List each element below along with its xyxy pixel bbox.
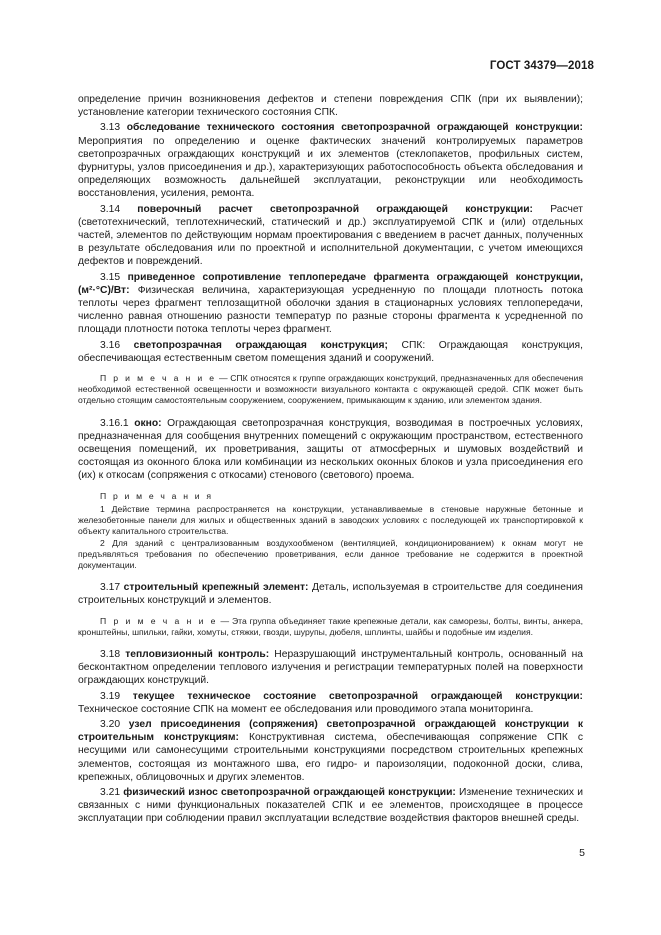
term-title: окно: <box>134 417 162 429</box>
note-text: — Эта группа объединяет такие крепежные детали, как саморезы, болты, винты, анкера, кронштейны, шпильки, гайки, хомуты, стяжки, гвозди, шурупы, дюбеля, шплинты, шайбы и подобные им изделия. <box>78 615 583 637</box>
term-title: текущее техническое состояние светопрозрачной ограждающей конструкции: <box>132 690 583 702</box>
term-3-18: 3.18 тепловизионный контроль: Неразрушающий инструментальный контроль, основанный на бесконтактном определении теплового излучения и регистрации температурных полей на поверхности ограждающих конструкций. <box>78 648 583 687</box>
paragraph-continuation: определение причин возникновения дефектов и степени повреждения СПК (при их выявлении); установление категории технического состояния СПК. <box>78 94 583 119</box>
notes-label: П р и м е ч а н и я <box>100 490 214 501</box>
note-item: 2 Для зданий с централизованным воздухообменом (вентиляцией, кондиционированием) к окнам могут не предъявляться требования по обеспечению проветривания, если данное требование не содержится в проектной документации. <box>78 537 583 570</box>
term-title: поверочный расчет светопрозрачной ограждающей конструкции: <box>137 203 533 215</box>
term-definition: Конструктивная система, обеспечивающая сопряжение СПК с несущими или самонесущими строительными конструкциями посредством строительных крепежных элементов, состоящая из монтажного шва, его гидро- и пароизоляции, подоконной доски, слива, крепежных, облицовочных и других элементов. <box>78 732 583 783</box>
term-3-20: 3.20 узел присоединения (сопряжения) светопрозрачной ограждающей конструкции к строительным конструкциям: Конструктивная система, обеспечивающая сопряжение СПК с несущими или самонесущими строительными конструкциями посредством строительных крепежных элементов, состоящая из монтажного шва, его гидро- и пароизоляции, подоконной доски, слива, крепежных, облицовочных и других элементов. <box>78 718 583 783</box>
term-definition: Ограждающая светопрозрачная конструкция, возводимая в построечных условиях, предназначенная для сообщения внутренних помещений с окружающим пространством, естественного освещения помещений, их проветривания, защиты от атмосферных и шумовых воздействий и состоящая из оконного блока или комбинации из нескольких оконных блоков и узла присоединения его (их) к откосам (сопряжения с откосами) стенового (светового) проема. <box>78 417 583 482</box>
term-definition: Неразрушающий инструментальный контроль, основанный на бесконтактном определении теплового излучения и регистрации температурных полей на поверхности ограждающих конструкций. <box>78 648 583 687</box>
term-3-16-1: 3.16.1 окно: Ограждающая светопрозрачная конструкция, возводимая в построечных условиях, предназначенная для сообщения внутренних помещений с окружающим пространством, естественного освещения помещений, их проветривания, защиты от атмосферных и шумовых воздействий и состоящая из оконного блока или комбинации из нескольких оконных блоков и узла присоединения его (их) к откосам (сопряжения с откосами) стенового (светового) проема. <box>78 417 583 482</box>
document-body <box>78 93 583 828</box>
term-title: узел присоединения (сопряжения) светопрозрачной ограждающей конструкции к строительным конструкциям: <box>78 718 583 744</box>
term-title: приведенное сопротивление теплопередаче фрагмента ограждающей конструкции, (м²·°С)/Вт: <box>78 271 583 296</box>
document-code: ГОСТ 34379—2018 <box>489 60 594 72</box>
term-title: светопрозрачная ограждающая конструкция; <box>133 339 388 351</box>
term-3-13: 3.13 обследование технического состояния светопрозрачной ограждающей конструкции: Мероприятия по определению и оценке фактических значений контролируемых параметров светопрозрачных ограждающих конструкций и их элементов (стеклопакетов, профильных систем, фурнитуры, узлов присоединения и др.), характеризующих работоспособность объекта обследования и определяющих возможность дальнейшей эксплуатации, реконструкции или необходимость восстановления, усиления, ремонта. <box>78 122 583 200</box>
term-definition: Физическая величина, характеризующая усредненную по площади плотность потока теплоты через фрагмент теплозащитной оболочки здания в стационарных условиях теплопередачи, численно равная отношению разности температур по разные стороны фрагмента к усредненной по площади плотности потока теплоты через фрагмент. <box>78 284 583 336</box>
term-3-16: 3.16 светопрозрачная ограждающая конструкция; СПК: Ограждающая конструкция, обеспечивающая естественным светом помещения зданий и сооружений. <box>78 339 583 364</box>
term-3-14: 3.14 поверочный расчет светопрозрачной ограждающей конструкции: Расчет (светотехнический, теплотехнический, статический и др.) эксплуатируемой СПК и (или) отдельных частей, элементов по действующим нормам проектирования с введением в расчет данных, полученных в результате обследования или по проектной и исполнительной документации, с учетом имеющихся дефектов и повреждений. <box>78 203 583 268</box>
term-definition: СПК: Ограждающая конструкция, обеспечивающая естественным светом помещения зданий и сооружений. <box>78 339 583 364</box>
term-definition: Техническое состояние СПК на момент ее обследования или проводимого этапа мониторинга. <box>78 703 534 715</box>
term-title: обследование технического состояния светопрозрачной ограждающей конструкции: <box>126 122 583 134</box>
term-definition: Изменение технических и связанных с ними функциональных показателей СПК и ее элементов, происходящее в процессе эксплуатации при соблюдении правил эксплуатации вследствие воздействия факторов внешней среды. <box>78 786 583 825</box>
term-definition: Деталь, используемая в строительстве для соединения строительных конструкций и элементов. <box>78 582 583 607</box>
note-3-17 <box>78 616 583 638</box>
term-3-17: 3.17 строительный крепежный элемент: Деталь, используемая в строительстве для соединения строительных конструкций и элементов. <box>78 582 583 607</box>
term-definition: Расчет (светотехнический, теплотехнический, статический и др.) эксплуатируемой СПК и (или) отдельных частей, элементов по действующим нормам проектирования с введением в расчет данных, полученных в результате обследования или по проектной и исполнительной документации, с учетом имеющихся дефектов и повреждений. <box>78 203 583 268</box>
term-3-19: 3.19 текущее техническое состояние светопрозрачной ограждающей конструкции: Техническое состояние СПК на момент ее обследования или проводимого этапа мониторинга. <box>78 690 583 715</box>
note-text: — СПК относятся к группе ограждающих конструкций, предназначенных для обеспечения необходимой естественной освещенности и возможности визуального контакта с окружающей средой. СПК может быть отдельно стоящим самостоятельным сооружением, сооружением, примыкающим к зданию, или элементом здания. <box>78 373 583 406</box>
note-label: П р и м е ч а н и е <box>100 373 217 384</box>
term-3-21: 3.21 физический износ светопрозрачной ограждающей конструкции: Изменение технических и связанных с ними функциональных показателей СПК и ее элементов, происходящее в процессе эксплуатации при соблюдении правил эксплуатации вследствие воздействия факторов внешней среды. <box>78 786 583 825</box>
page-number: 5 <box>579 847 585 859</box>
term-3-15: 3.15 приведенное сопротивление теплопередаче фрагмента ограждающей конструкции, (м²·°С)/Вт: Физическая величина, характеризующая усредненную по площади плотность потока теплоты через фрагмент теплозащитной оболочки здания в стационарных условиях теплопередачи, численно равная отношению разности температур по разные стороны фрагмента к усредненной по площади плотности потока теплоты через фрагмент. <box>78 271 583 336</box>
note-item: 1 Действие термина распространяется на конструкции, устанавливаемые в стеновые наружные бетонные и железобетонные панели для жилых и общественных зданий в заводских условиях с последующей их транспортировкой к объекту капитального строительства. <box>78 503 583 537</box>
term-title: тепловизионный контроль: <box>125 648 270 660</box>
term-title: физический износ светопрозрачной ограждающей конструкции: <box>123 786 456 798</box>
term-title: строительный крепежный элемент: <box>123 582 309 594</box>
term-definition: Мероприятия по определению и оценке фактических значений контролируемых параметров светопрозрачных ограждающих конструкций и их элементов (стеклопакетов, профильных систем, фурнитуры, узлов присоединения и др.), характеризующих работоспособность объекта обследования и определяющих возможность дальнейшей эксплуатации, реконструкции или необходимость восстановления, усиления, ремонта. <box>78 135 583 200</box>
note-label: П р и м е ч а н и е <box>100 615 218 626</box>
notes-3-16-1 <box>78 491 583 571</box>
note-3-16 <box>78 373 583 407</box>
